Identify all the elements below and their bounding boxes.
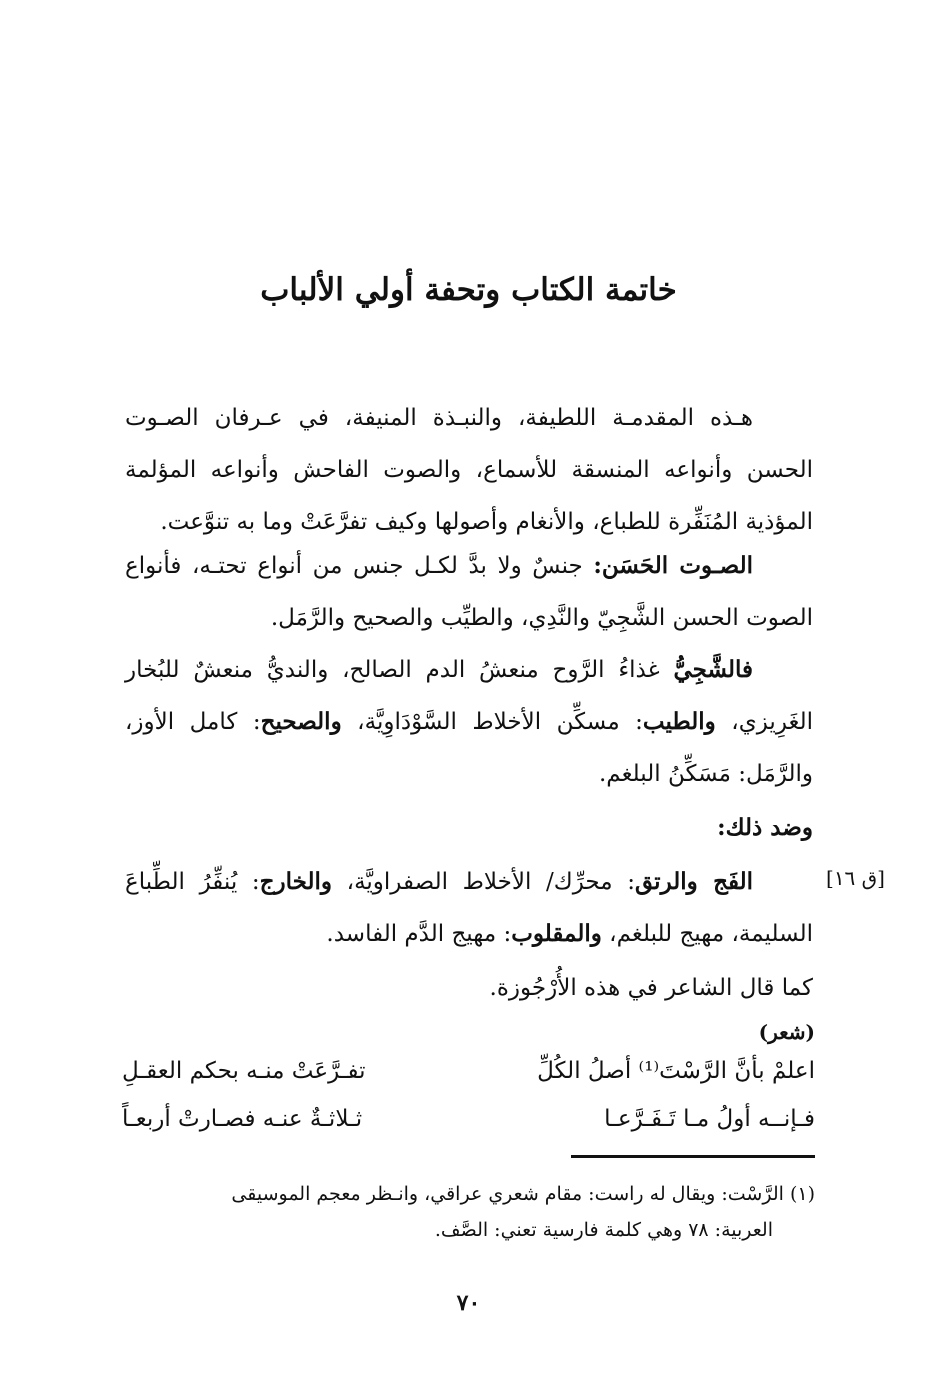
footnote-separator bbox=[571, 1155, 815, 1158]
text-shaji: غذاءُ الرَّوح منعشُ الدم الصالح، والنديُّ منعشٌ للبُخار الغَرِيزي، bbox=[125, 657, 813, 735]
paragraph-voice-types bbox=[125, 644, 813, 800]
term-sahih: والصحيح bbox=[260, 708, 342, 735]
text-kharij: : يُنفِّرُ الطِّباعَ السليمة، مهيج للبلغم، bbox=[125, 869, 813, 947]
text-maqlub: : مهيج الدَّم الفاسد. bbox=[326, 921, 512, 947]
text-fajj: : محرِّك/ الأخلاط الصفراويَّة، bbox=[332, 869, 635, 895]
chapter-title: خاتمة الكتاب وتحفة أولي الألباب bbox=[260, 272, 677, 308]
paragraph-good-voice-text: جنسٌ ولا بدَّ لكـل جنس من أنواع تحتـه، فأنواع الصوت الحسن الشَّجِيّ والنَّدِي، والطيِّب والصحيح والرَّمَل. bbox=[125, 553, 813, 631]
paragraph-poem-intro: كما قال الشاعر في هذه الأُرْجُوزة. bbox=[489, 975, 813, 1001]
verse-1-first-hemistich: اعلمْ بأنَّ الرَّسْتَ⁽¹⁾ أصلُ الكُلِّ bbox=[537, 1058, 815, 1084]
text-tayyib: : مسكِّن الأخلاط السَّوْدَاوِيَّة، bbox=[341, 709, 643, 735]
verse-line-2 bbox=[122, 1106, 815, 1132]
paragraph-good-voice bbox=[125, 540, 813, 644]
verse-line-1 bbox=[122, 1058, 815, 1084]
term-maqlub: والمقلوب bbox=[511, 920, 602, 947]
paragraph-opposite-heading: وضد ذلك: bbox=[717, 814, 813, 841]
manuscript-folio-note: [ق ١٦] bbox=[826, 866, 885, 890]
verse-1-second-hemistich: تفـرَّعَتْ منـه بحكم العقـلِ bbox=[122, 1058, 366, 1084]
term-shaji: فالشَّجِيُّ bbox=[673, 656, 753, 683]
verse-2-first-hemistich: فـإنــه أولُ مـا تَـفَـرَّعـا bbox=[604, 1106, 815, 1132]
paragraph-bad-voice-types bbox=[125, 856, 813, 960]
footnote bbox=[125, 1176, 815, 1248]
term-tayyib: والطيب bbox=[642, 708, 716, 735]
verse-label: (شعر) bbox=[758, 1020, 815, 1044]
text-sahih: : كامل الأوز، والرَّمَل: مَسَكِّنُ البلغم. bbox=[125, 709, 813, 787]
footnote-line-1: (١) الرَّسْت: ويقال له راست: مقام شعري عراقي، وانـظر معجم الموسيقى bbox=[231, 1183, 815, 1205]
term-kharij: والخارج bbox=[259, 868, 332, 895]
term-fajj: الفَج والرتق bbox=[634, 868, 753, 895]
page-number: ٧٠ bbox=[456, 1290, 481, 1316]
paragraph-intro: هـذه المقدمـة اللطيفة، والنبـذة المنيفة، في عـرفان الصـوت الحسن وأنواعه المنسقة للأسماع، والصوت الفاحش وأنواعه المؤلمة المؤذية المُنَفِّرة للطباع، والأنغام وأصولها وكيف تفرَّعَتْ وما به تنوَّعت. bbox=[125, 405, 813, 535]
term-good-voice: الصـوت الحَسَن: bbox=[593, 552, 753, 579]
verse-2-second-hemistich: ثـلاثـةٌ عنـه فصـارتْ أربعـاً bbox=[122, 1106, 363, 1132]
footnote-line-2: العربية: ٧٨ وهي كلمة فارسية تعني: الصَّف. bbox=[434, 1219, 773, 1241]
